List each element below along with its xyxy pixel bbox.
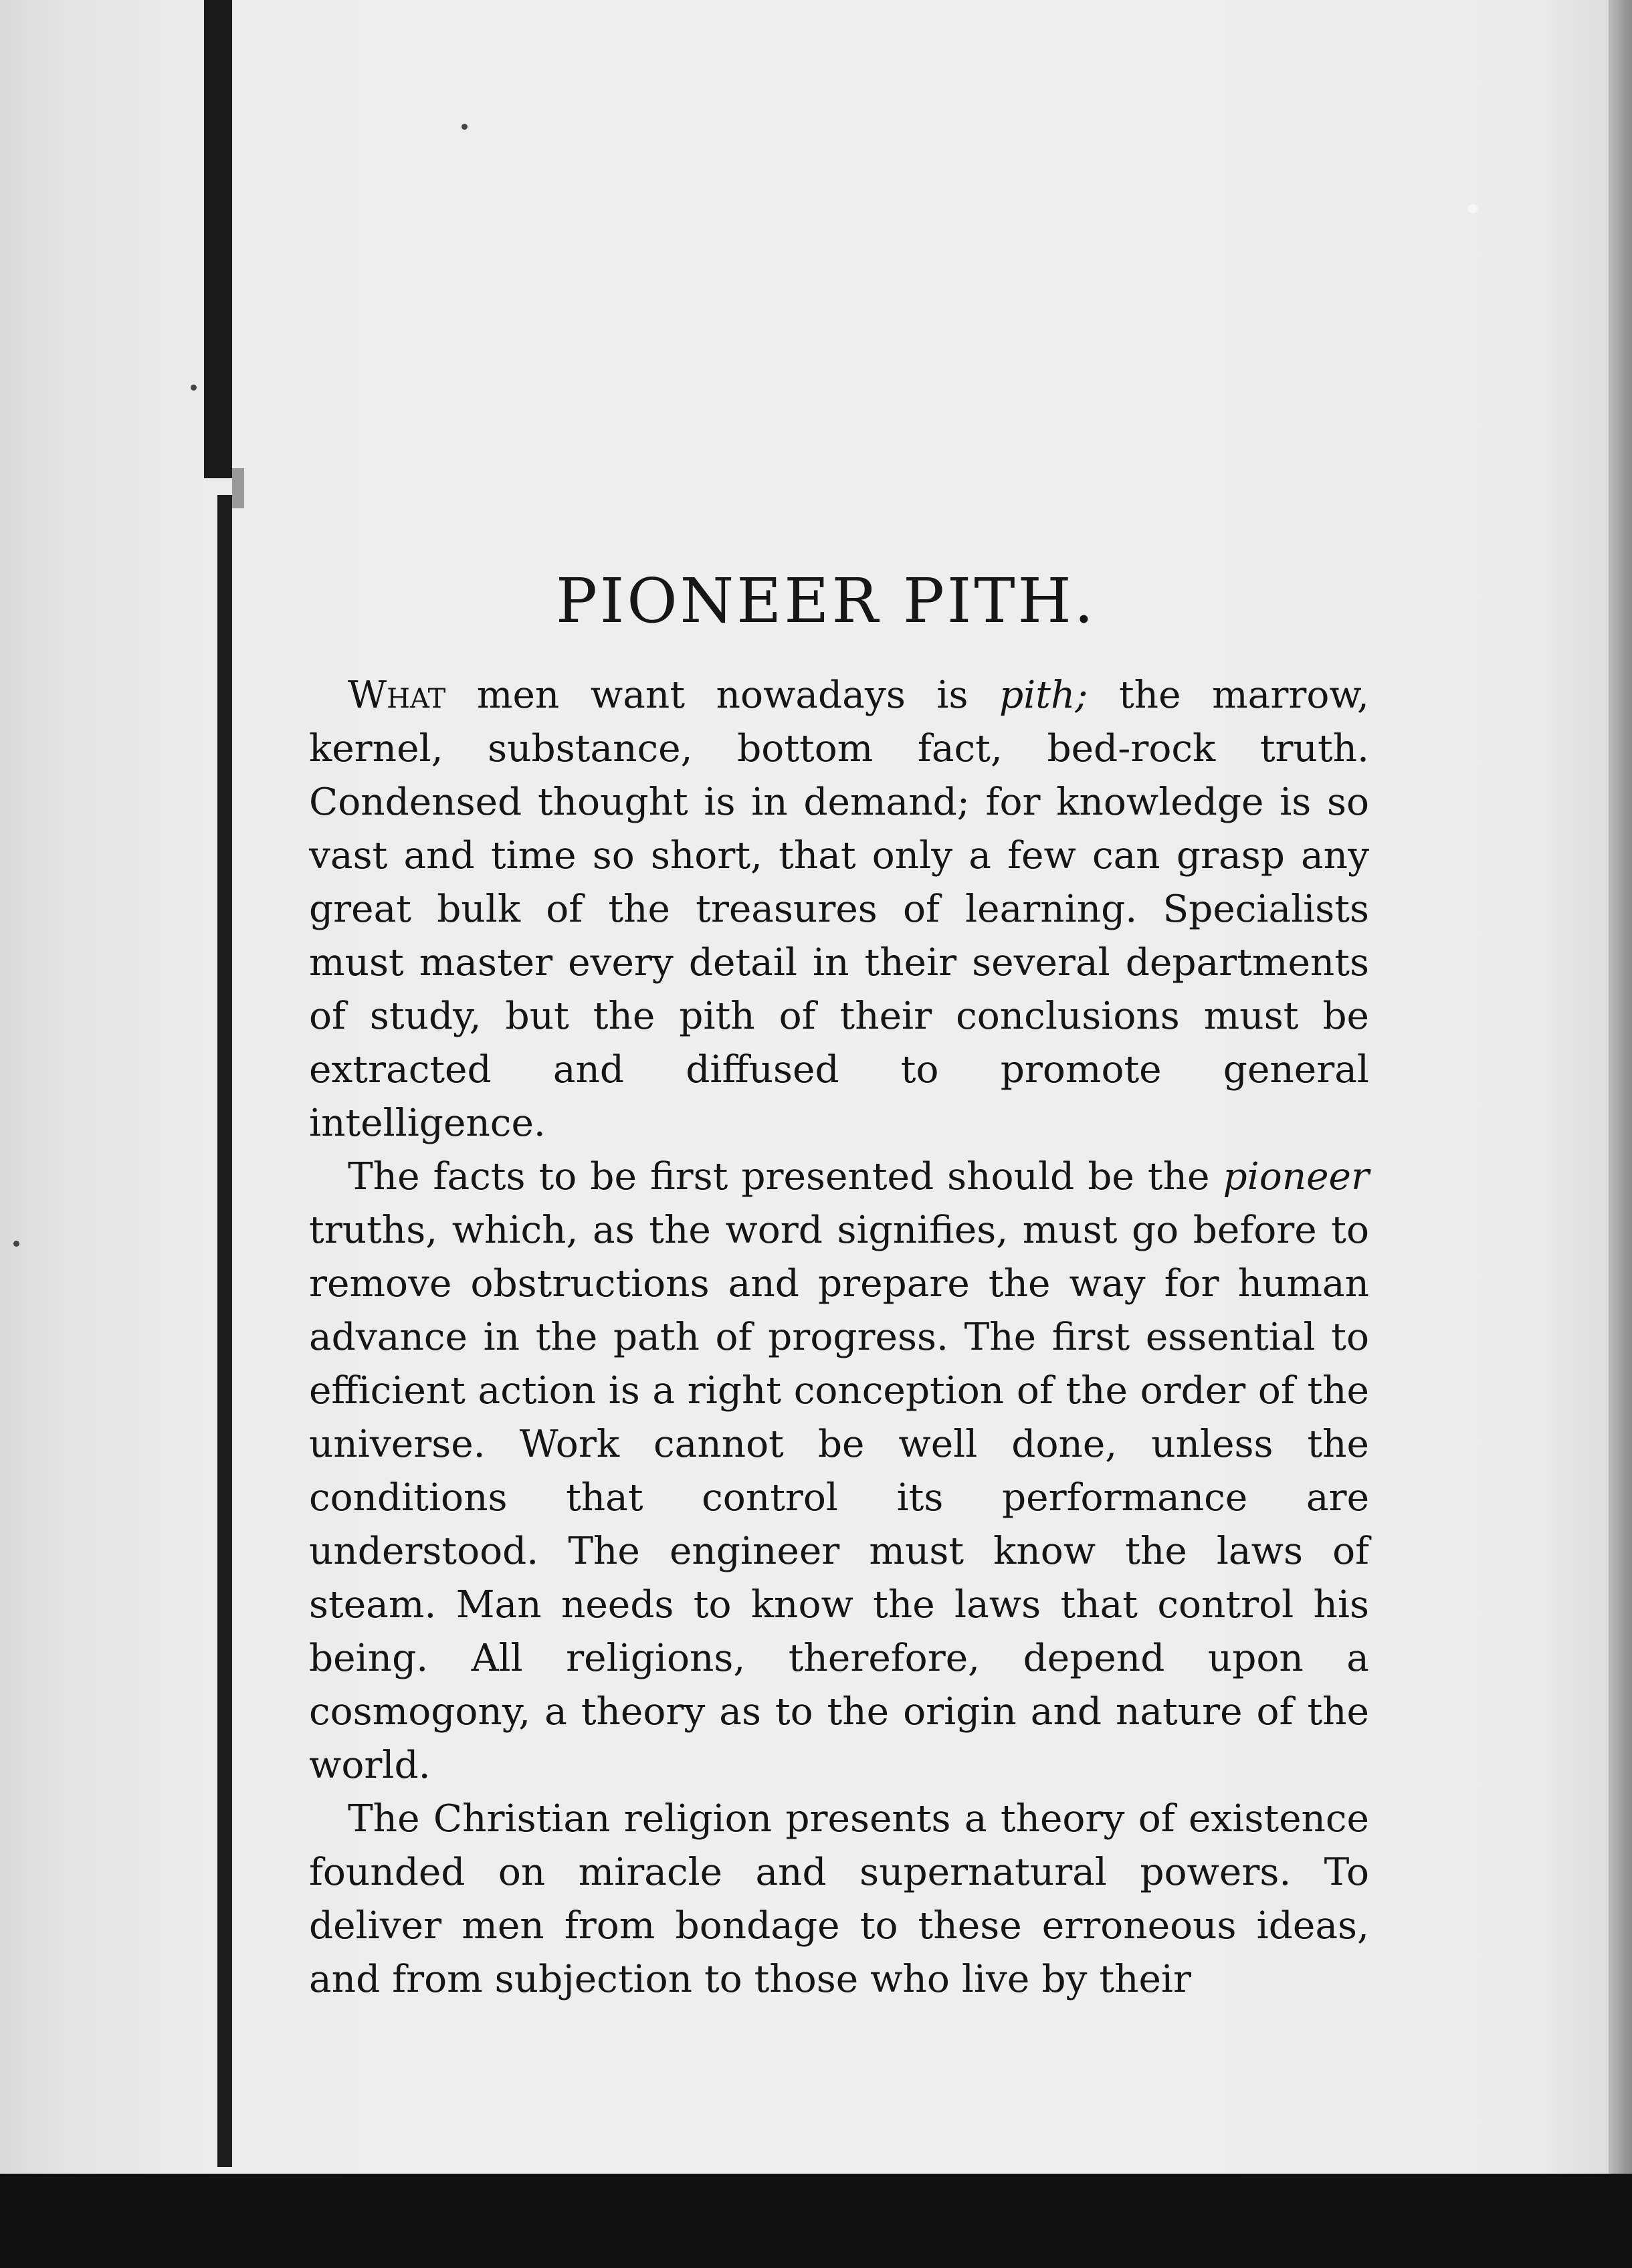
scan-speck [191, 385, 197, 391]
paragraph-text: men want nowadays is [445, 674, 1000, 717]
binding-fold [232, 468, 244, 508]
scan-bottom-border [0, 2174, 1632, 2268]
scan-speck [1468, 204, 1477, 213]
paragraph-3 [309, 1792, 1369, 2006]
paragraph-1 [309, 669, 1369, 1150]
small-caps-lead: What [348, 674, 446, 717]
body-text [309, 669, 1369, 2006]
scan-speck [462, 124, 468, 130]
paragraph-2 [309, 1150, 1369, 1792]
paragraph-text: the marrow, kernel, substance, bottom fact, bed-rock truth. Condensed thought is in demand; for knowledge is so vast and time so short, that only a few can grasp any great bulk of the treasures of learning. Specialists must master every detail in their several departments of study, but the pith of their conclusions must be extracted and diffused to promote general intelligence. [309, 674, 1369, 1145]
paragraph-text: The facts to be first presented should be the [348, 1155, 1223, 1199]
paragraph-text: The Christian religion presents a theory of existence founded on miracle and supernatural powers. To deliver men from bondage to these erroneous ideas, and from subjection to those who live by their [309, 1797, 1369, 2001]
emphasis-text: pith; [999, 674, 1088, 717]
paragraph-text: truths, which, as the word signifies, must go before to remove obstructions and prepare the way for human advance in the path of progress. The first essential to efficient action is a right conception of the order of the universe. Work cannot be well done, unless the conditions that control its performance are understood. The engineer must know the laws of steam. Man needs to know the laws that control his being. All religions, therefore, depend upon a cosmogony, a theory as to the origin and nature of the world. [309, 1209, 1369, 1787]
binding-edge-upper [204, 0, 232, 478]
emphasis-text: pioneer [1223, 1155, 1369, 1199]
page-right-edge [1609, 0, 1632, 2174]
scan-speck [13, 1241, 19, 1247]
binding-edge-lower [217, 495, 232, 2167]
page-title: PIONEER PITH. [555, 565, 1097, 637]
